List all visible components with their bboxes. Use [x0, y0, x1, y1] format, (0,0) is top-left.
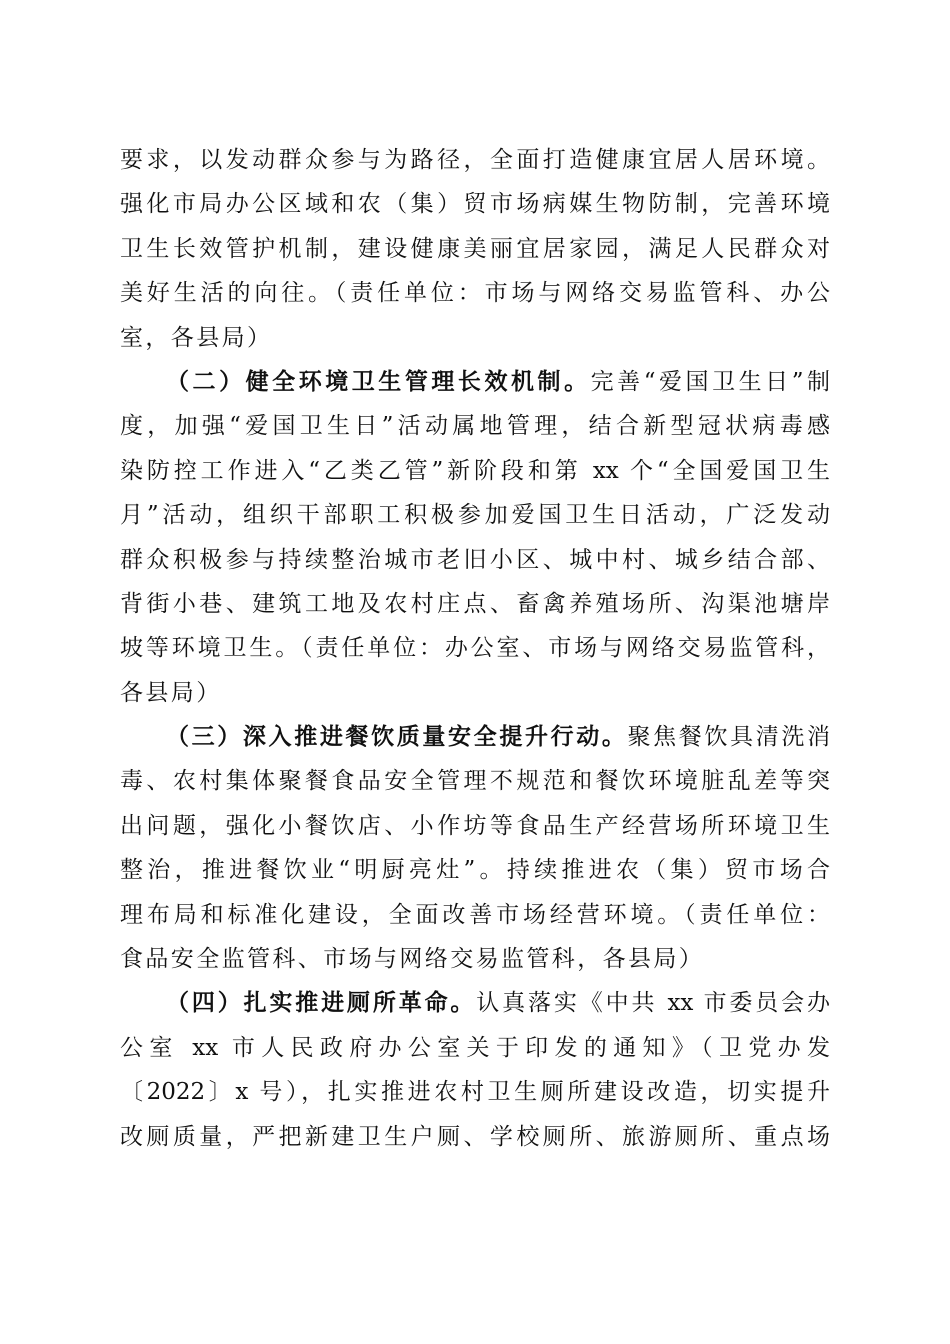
- text-line: 出问题，强化小餐饮店、小作坊等食品生产经营场所环境卫生: [120, 812, 830, 839]
- section-3-first-line: [120, 715, 830, 759]
- section-4-heading: （四）扎实推进厕所革命。: [166, 989, 477, 1017]
- section-3-heading: （三）深入推进餐饮质量安全提升行动。: [166, 723, 628, 751]
- section-2-lead-text: 完善“爱国卫生日”制: [590, 368, 830, 395]
- text-line: 食品安全监管科、市场与网络交易监管科，各县局）: [120, 946, 705, 973]
- text-line: 坡等环境卫生。（责任单位：办公室、市场与网络交易监管科，: [120, 635, 830, 662]
- text-line: 月”活动，组织干部职工积极参加爱国卫生日活动，广泛发动: [120, 502, 830, 529]
- text-line: 理布局和标准化建设，全面改善市场经营环境。（责任单位：: [120, 901, 830, 928]
- text-line: 美好生活的向往。（责任单位：市场与网络交易监管科、办公: [120, 280, 830, 307]
- section-4-lead-text: 认真落实《中共 xx 市委员会办: [476, 990, 831, 1017]
- text-line: 强化市局办公区域和农（集）贸市场病媒生物防制，完善环境: [120, 191, 830, 218]
- text-line: 改厕质量，严把新建卫生户厕、学校厕所、旅游厕所、重点场: [120, 1123, 830, 1150]
- section-2-heading: （二）健全环境卫生管理长效机制。: [166, 367, 591, 395]
- text-line: 要求，以发动群众参与为路径，全面打造健康宜居人居环境。: [120, 147, 830, 173]
- section-3-lead-text: 聚焦餐饮具清洗消: [627, 724, 831, 751]
- text-line: 毒、农村集体聚餐食品安全管理不规范和餐饮环境脏乱差等突: [120, 768, 830, 795]
- section-2-first-line: [120, 360, 830, 404]
- text-line: 〔2022〕x 号），扎实推进农村卫生厕所建设改造，切实提升: [120, 1079, 830, 1106]
- text-line: 染防控工作进入“乙类乙管”新阶段和第 xx 个“全国爱国卫生: [120, 457, 830, 484]
- text-line: 度，加强“爱国卫生日”活动属地管理，结合新型冠状病毒感: [120, 413, 830, 440]
- text-line: 各县局）: [120, 679, 222, 706]
- text-line: 室，各县局）: [120, 324, 273, 351]
- text-line: 卫生长效管护机制，建设健康美丽宜居家园，满足人民群众对: [120, 235, 830, 262]
- text-line: 整治，推进餐饮业“明厨亮灶”。持续推进农（集）贸市场合: [120, 857, 830, 884]
- text-line: 公室 xx 市人民政府办公室关于印发的通知》（卫党办发: [120, 1034, 830, 1061]
- section-4-first-line: [120, 981, 830, 1025]
- text-line: 背街小巷、建筑工地及农村庄点、畜禽养殖场所、沟渠池塘岸: [120, 590, 830, 617]
- body-text: [120, 138, 830, 1159]
- text-line: 群众积极参与持续整治城市老旧小区、城中村、城乡结合部、: [120, 546, 830, 573]
